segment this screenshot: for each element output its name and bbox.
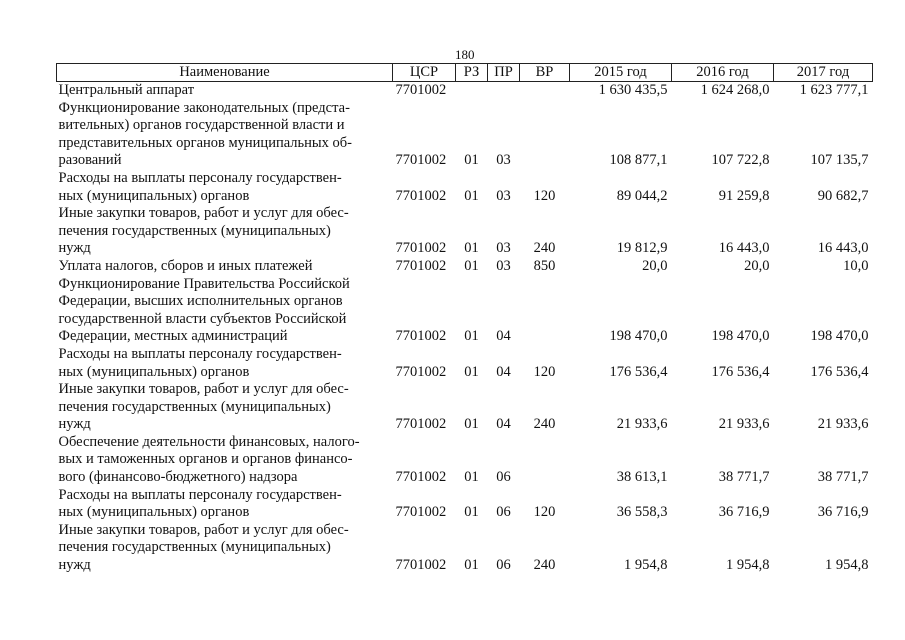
name-line: Обеспечение деятельности финансовых, налого- [58,433,360,450]
cell-vr: 120 [533,363,556,380]
cell-rz: 01 [464,257,479,274]
table-row [57,434,873,487]
cell-rz: 01 [464,240,479,257]
cell-pr: 03 [496,152,511,169]
header-2017: 2017 год [774,64,873,82]
cell-pr: 03 [496,240,511,257]
cell-2015: 21 933,6 [616,416,668,433]
cell-2017: 1 623 777,1 [799,82,869,98]
name-line: нужд [58,416,91,433]
table-row [57,346,873,381]
cell-csr: 7701002 [395,152,447,169]
cell-csr: 7701002 [395,82,447,98]
cell-rz: 01 [464,416,479,433]
cell-2015: 176 536,4 [609,363,668,380]
cell-name [57,258,393,276]
cell-vr: 850 [533,257,556,274]
cell-csr: 7701002 [395,557,447,574]
cell-pr: 06 [496,469,511,486]
cell-name [57,82,393,100]
name-line: Функционирование Правительства Российской [58,275,350,292]
name-line: нужд [58,240,91,257]
cell-2016: 21 933,6 [718,416,770,433]
name-line: государственной власти субъектов Российской [58,310,347,327]
budget-table [56,63,873,575]
page-number: 180 [455,47,475,62]
cell-2017: 10,0 [843,257,869,274]
cell-2015: 38 613,1 [616,469,668,486]
cell-vr [520,434,570,487]
cell-vr: 120 [533,504,556,521]
header-2015: 2015 год [570,64,672,82]
cell-pr: 03 [496,257,511,274]
cell-pr: 04 [496,416,511,433]
cell-2017: 107 135,7 [810,152,869,169]
cell-2017: 21 933,6 [817,416,869,433]
cell-2015: 36 558,3 [616,504,668,521]
name-line: Расходы на выплаты персоналу государствен- [58,486,342,503]
cell-2016: 38 771,7 [718,469,770,486]
cell-rz: 01 [464,504,479,521]
name-line: Функционирование законодательных (предста- [58,99,350,116]
table-header [57,64,873,82]
cell-rz: 01 [464,187,479,204]
cell-rz: 01 [464,328,479,345]
cell-2016: 20,0 [744,257,770,274]
name-line: Федерации, высших исполнительных органов [58,293,343,310]
cell-2015: 1 630 435,5 [598,82,668,98]
cell-csr: 7701002 [395,328,447,345]
cell-2016: 1 954,8 [726,557,770,574]
table-row [57,170,873,205]
cell-2016: 198 470,0 [711,328,770,345]
table-row [57,100,873,170]
cell-name [57,434,393,487]
cell-2015: 89 044,2 [616,187,668,204]
name-line: нужд [58,557,91,574]
cell-2015: 20,0 [642,257,668,274]
name-line: печения государственных (муниципальных) [58,222,331,239]
cell-pr: 06 [496,504,511,521]
cell-name [57,381,393,434]
cell-name [57,276,393,346]
cell-2016: 176 536,4 [711,363,770,380]
cell-2017: 176 536,4 [810,363,869,380]
cell-csr: 7701002 [395,240,447,257]
cell-rz: 01 [464,557,479,574]
cell-2016: 91 259,8 [718,187,770,204]
cell-2017: 16 443,0 [817,240,869,257]
header-csr: ЦСР [393,64,456,82]
cell-pr: 03 [496,187,511,204]
cell-csr: 7701002 [395,187,447,204]
cell-rz: 01 [464,363,479,380]
cell-csr: 7701002 [395,469,447,486]
cell-2016: 107 722,8 [711,152,770,169]
name-line: вых и таможенных органов и органов финансо- [58,451,353,468]
cell-name [57,522,393,575]
name-line: Центральный аппарат [58,82,195,98]
header-vr: ВР [520,64,570,82]
name-line: разований [58,152,122,169]
cell-vr [520,82,570,100]
name-line: Иные закупки товаров, работ и услуг для обес- [58,521,349,538]
cell-csr: 7701002 [395,416,447,433]
cell-name [57,170,393,205]
cell-2016: 1 624 268,0 [700,82,770,98]
cell-vr: 240 [533,557,556,574]
table-body [57,82,873,575]
cell-csr: 7701002 [395,257,447,274]
cell-vr: 240 [533,416,556,433]
cell-2017: 90 682,7 [817,187,869,204]
cell-csr: 7701002 [395,363,447,380]
name-line: Иные закупки товаров, работ и услуг для обес- [58,381,349,398]
cell-name [57,346,393,381]
name-line: Уплата налогов, сборов и иных платежей [58,257,313,274]
cell-2015: 19 812,9 [616,240,668,257]
cell-2017: 1 954,8 [825,557,869,574]
cell-2015: 1 954,8 [624,557,668,574]
cell-rz [456,82,488,100]
cell-rz: 01 [464,152,479,169]
cell-vr: 240 [533,240,556,257]
table-row [57,258,873,276]
name-line: ных (муниципальных) органов [58,187,250,204]
name-line: Иные закупки товаров, работ и услуг для обес- [58,205,349,222]
table-row [57,205,873,258]
table-row [57,522,873,575]
name-line: представительных органов муниципальных об- [58,134,352,151]
cell-2017: 38 771,7 [817,469,869,486]
table-row [57,82,873,100]
cell-vr [520,276,570,346]
name-line: ных (муниципальных) органов [58,504,250,521]
name-line: Расходы на выплаты персоналу государствен- [58,345,342,362]
header-rz: РЗ [456,64,488,82]
cell-2015: 198 470,0 [609,328,668,345]
header-2016: 2016 год [672,64,774,82]
table-row [57,381,873,434]
cell-pr: 04 [496,363,511,380]
cell-2016: 36 716,9 [718,504,770,521]
cell-name [57,487,393,522]
cell-csr: 7701002 [395,504,447,521]
cell-rz: 01 [464,469,479,486]
cell-vr [520,100,570,170]
cell-pr: 04 [496,328,511,345]
cell-2016: 16 443,0 [718,240,770,257]
table-row [57,487,873,522]
cell-pr: 06 [496,557,511,574]
header-pr: ПР [488,64,520,82]
cell-2017: 198 470,0 [810,328,869,345]
name-line: печения государственных (муниципальных) [58,539,331,556]
cell-2017: 36 716,9 [817,504,869,521]
name-line: Федерации, местных администраций [58,328,288,345]
cell-name [57,100,393,170]
name-line: ных (муниципальных) органов [58,363,250,380]
cell-pr [488,82,520,100]
name-line: вительных) органов государственной власти и [58,117,345,134]
name-line: Расходы на выплаты персоналу государствен- [58,169,342,186]
table-row [57,276,873,346]
cell-vr: 120 [533,187,556,204]
cell-2015: 108 877,1 [609,152,668,169]
header-name: Наименование [57,64,393,82]
name-line: печения государственных (муниципальных) [58,398,331,415]
cell-name [57,205,393,258]
name-line: вого (финансово-бюджетного) надзора [58,469,298,486]
